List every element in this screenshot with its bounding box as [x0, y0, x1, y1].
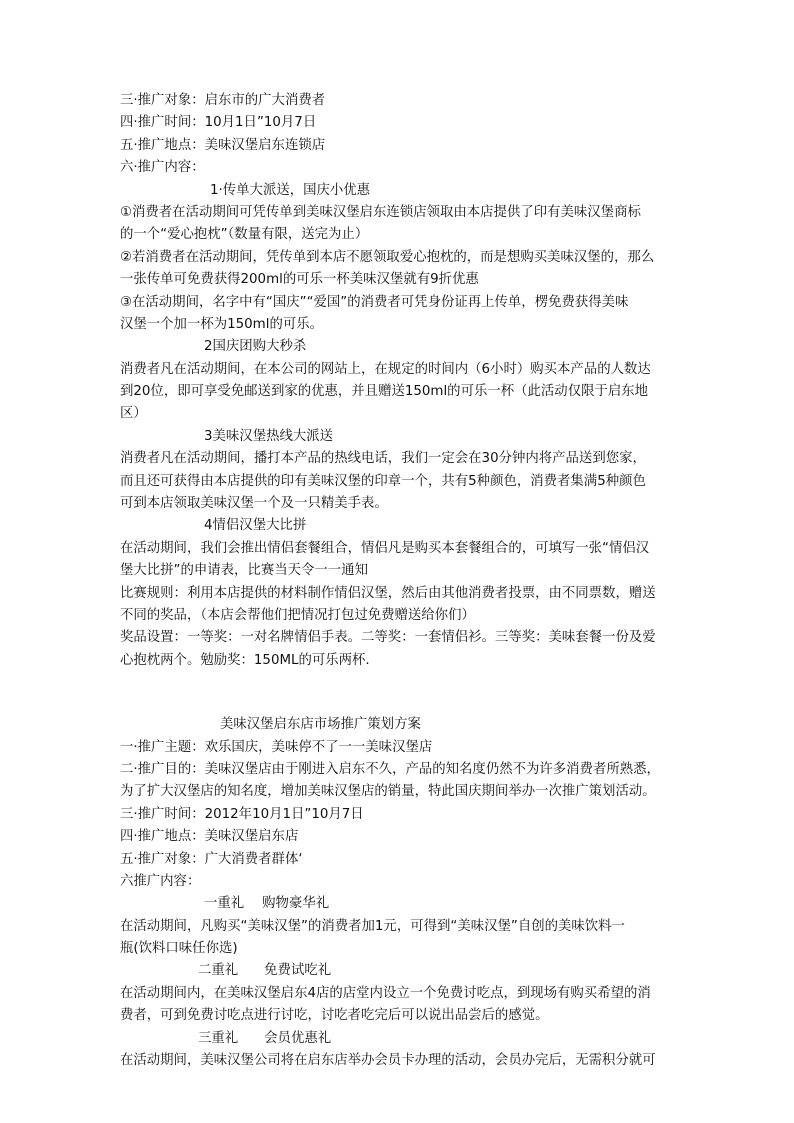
text-line: 消费者凡在活动期间，播打本产品的热线电话，我们一定会在30分钟内将产品送到您家，	[120, 451, 646, 467]
subheading: 3美味汉堡热线大派送	[204, 428, 334, 444]
text-line: 四·推广地点：美味汉堡启东店	[120, 829, 299, 845]
text-line: 三·推广对象：启东市的广大消费者	[120, 93, 326, 108]
text-line: 五·推广地点：美味汉堡启东连锁店	[120, 137, 326, 153]
text-line: 的一个“爱心抱枕”（数量有限，送完为止）	[120, 227, 369, 243]
text-line: 堡大比拼”的申请表，比赛当天令一一通知	[120, 563, 368, 579]
section-gap	[120, 672, 680, 714]
text-line: 在活动期间，我们会推出情侣套餐组合，情侣凡是购买本套餐组合的，可填写一张“情侣汉	[120, 540, 650, 556]
text-line: ③在活动期间，名字中有“国庆”“爱国”的消费者可凭身份证再上传单，楞免费获得美味	[120, 294, 629, 310]
gift-name: 二重礼	[198, 963, 239, 979]
text-line: 可到本店领取美味汉堡一个及一只精美手表。	[120, 496, 388, 512]
gift-title: 会员优惠礼	[264, 1030, 332, 1046]
subheading: 2国庆团购大秒杀	[204, 339, 307, 355]
text-line: 六·推广内容：	[120, 160, 205, 176]
document-title: 美味汉堡启东店市场推广策划方案	[220, 717, 421, 733]
text-line: 在活动期间，美味汉堡公司将在启东店举办会员卡办理的活动，会员办完后，无需积分就可	[120, 1053, 656, 1069]
text-line: 六推广内容：	[120, 873, 201, 889]
text-line: ②若消费者在活动期间，凭传单到本店不愿领取爱心抱枕的，而是想购买美味汉堡的，那么	[120, 249, 655, 265]
text-line: ①消费者在活动期间可凭传单到美味汉堡启东连锁店领取由本店提供了印有美味汉堡商标	[120, 204, 641, 220]
gift-title: 购物豪华礼	[262, 896, 330, 912]
text-line: 不同的奖品，（本店会帮他们把情况打包过免费赠送给你们）	[120, 607, 475, 623]
text-line: 二·推广目的：美味汉堡店由于刚进入启东不久，产品的知名度仍然不为许多消费者所熟悉，	[120, 761, 660, 777]
text-line: 比赛规则：利用本店提供的材料制作情侣汉堡，然后由其他消费者投票，由不同票数，赠送	[120, 585, 656, 601]
document-page	[120, 90, 680, 1072]
text-line: 一张传单可免费获得200ml的可乐一杯美味汉堡就有9折优惠	[120, 272, 479, 288]
text-line: 汉堡一个加一杯为150ml的可乐。	[120, 316, 324, 332]
text-line: 区）	[120, 406, 147, 422]
text-line: 奖品设置：一等奖：一对名牌情侣手表。二等奖：一套情侣衫。三等奖：美味套餐一份及爱	[120, 630, 656, 646]
text-line: 一·推广主题：欢乐国庆，美味停不了一一美味汉堡店	[120, 739, 433, 755]
text-line: 而且还可获得由本店提供的印有美味汉堡的印章一个，共有5种颜色，消费者集满5种颜色	[120, 473, 646, 489]
subheading: 4情侣汉堡大比拼	[204, 518, 307, 534]
text-line: 三·推广时间：2012年10月1日”10月7日	[120, 806, 364, 822]
text-line: 消费者凡在活动期间，在本公司的网站上，在规定的时间内（6小时）购买本产品的人数达	[120, 361, 651, 377]
subheading	[120, 960, 680, 982]
subheading: 1·传单大派送，国庆小优惠	[210, 182, 371, 198]
gift-title: 免费试吃礼	[264, 963, 332, 979]
text-line: 为了扩大汉堡店的知名度，增加美味汉堡店的销量，特此国庆期间举办一次推广策划活动。	[120, 784, 656, 800]
text-line: 五·推广对象：广大消费者群体‘	[120, 851, 303, 867]
text-line: 到20位，即可享受免邮送到家的优惠，并且赠送150ml的可乐一杯（此活动仅限于启东地	[120, 384, 649, 400]
gift-name: 三重礼	[198, 1030, 239, 1046]
text-line: 费者，可到免费讨吃点进行讨吃，讨吃者吃完后可以说出品尝后的感觉。	[120, 1008, 549, 1024]
text-line: 心抱枕两个。勉励奖：150ML的可乐两杯.	[120, 652, 370, 668]
subheading	[120, 893, 680, 915]
text-line: 瓶(饮料口味任你选)	[120, 941, 238, 957]
text-line: 在活动期间，凡购买“美味汉堡”的消费者加1元，可得到“美味汉堡”自创的美味饮料一	[120, 918, 625, 934]
text-line: 四·推广时间：10月1日”10月7日	[120, 115, 317, 131]
text-line: 在活动期间内，在美味汉堡启东4店的店堂内设立一个免费讨吃点，到现场有购买希望的消	[120, 985, 651, 1001]
gift-name: 一重礼	[204, 896, 245, 912]
subheading	[120, 1028, 680, 1050]
